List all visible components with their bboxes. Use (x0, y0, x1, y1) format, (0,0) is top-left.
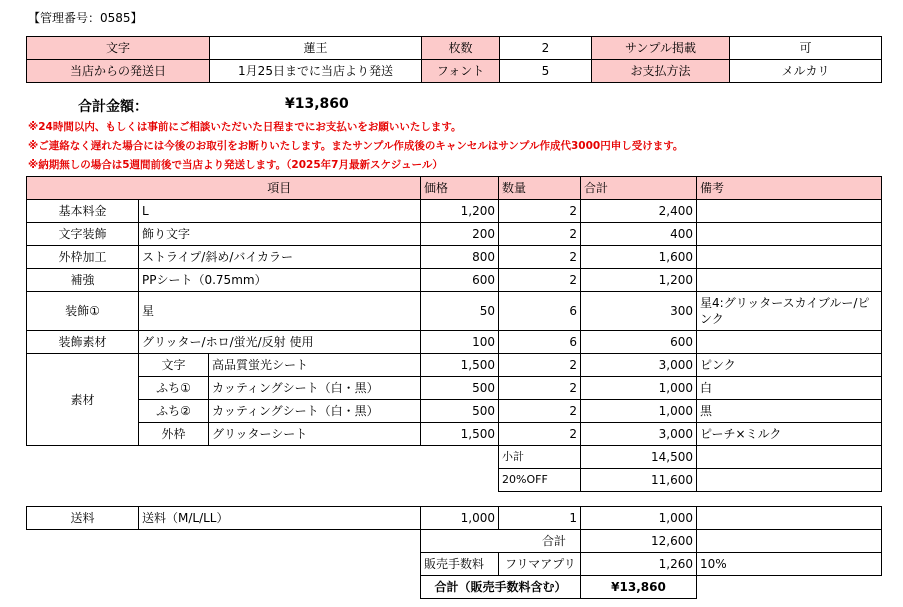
order-info-table (26, 36, 882, 83)
row-category: 装飾素材 (27, 331, 139, 354)
shipping-row (27, 507, 882, 530)
row-note (697, 269, 882, 292)
row-total: 2,400 (581, 200, 697, 223)
row-note (697, 200, 882, 223)
material-total: 1,000 (581, 377, 697, 400)
font-label: フォント (422, 60, 500, 83)
material-row (27, 400, 882, 423)
shipping-total: 1,000 (581, 507, 697, 530)
material-total: 1,000 (581, 400, 697, 423)
material-note: 白 (697, 377, 882, 400)
material-price: 500 (421, 377, 499, 400)
shipping-table (26, 506, 882, 599)
material-item: カッティングシート（白・黒） (209, 377, 421, 400)
row-qty: 6 (499, 331, 581, 354)
payment-label: お支払方法 (592, 60, 730, 83)
ship-value: 1月25日までに当店より発送 (210, 60, 422, 83)
row-total: 300 (581, 292, 697, 331)
material-item: カッティングシート（白・黒） (209, 400, 421, 423)
sample-label: サンプル掲載 (592, 37, 730, 60)
header-item: 項目 (139, 177, 421, 200)
subtotal-value: 14,500 (581, 446, 697, 469)
row-price: 800 (421, 246, 499, 269)
row-item: PPシート（0.75mm） (139, 269, 421, 292)
fee-label: 販売手数料 (421, 553, 499, 576)
header-blank (27, 177, 139, 200)
shipping-item: 送料（M/L/LL） (139, 507, 421, 530)
sum-label: 合計 (421, 530, 581, 553)
material-qty: 2 (499, 354, 581, 377)
table-row (27, 331, 882, 354)
fee-rate: 10% (697, 553, 882, 576)
note-3: ※納期無しの場合は5週間前後で当店より発送します。（2025年7月最新スケジュール） (28, 159, 443, 171)
row-price: 1,200 (421, 200, 499, 223)
row-total: 1,600 (581, 246, 697, 269)
discount-value: 11,600 (581, 469, 697, 492)
material-item: グリッターシート (209, 423, 421, 446)
management-number: 【管理番号：0585】 (28, 11, 143, 25)
header-notes: 備考 (697, 177, 882, 200)
row-note (697, 223, 882, 246)
material-sub: ふち① (139, 377, 209, 400)
shipping-qty: 1 (499, 507, 581, 530)
material-row (27, 354, 882, 377)
grand-total-row (27, 576, 882, 599)
sample-value: 可 (730, 37, 882, 60)
row-qty: 2 (499, 269, 581, 292)
table-row (27, 269, 882, 292)
row-qty: 2 (499, 246, 581, 269)
table-row (27, 246, 882, 269)
discount-row (27, 469, 882, 492)
ship-label: 当店からの発送日 (27, 60, 210, 83)
material-price: 500 (421, 400, 499, 423)
row-category: 補強 (27, 269, 139, 292)
row-category: 外枠加工 (27, 246, 139, 269)
header-total: 合計 (581, 177, 697, 200)
row-category: 文字装飾 (27, 223, 139, 246)
table-row (27, 200, 882, 223)
row-category: 装飾① (27, 292, 139, 331)
row-total: 1,200 (581, 269, 697, 292)
row-item: グリッター/ホロ/蛍光/反射 使用 (139, 331, 421, 354)
material-qty: 2 (499, 400, 581, 423)
material-note: ピンク (697, 354, 882, 377)
sum-row (27, 530, 882, 553)
row-item: 星 (139, 292, 421, 331)
material-row (27, 377, 882, 400)
row-item: 飾り文字 (139, 223, 421, 246)
note-1: ※24時間以内、もしくは事前にご相談いただいた日程までにお支払いをお願いいたします。 (28, 121, 462, 133)
items-table (26, 176, 882, 492)
material-qty: 2 (499, 423, 581, 446)
material-item: 高品質蛍光シート (209, 354, 421, 377)
total-value: ¥13,860 (285, 96, 349, 112)
row-price: 600 (421, 269, 499, 292)
material-total: 3,000 (581, 354, 697, 377)
grand-total-label: 合計（販売手数料含む） (421, 576, 581, 599)
row-price: 50 (421, 292, 499, 331)
row-total: 600 (581, 331, 697, 354)
material-category: 素材 (27, 354, 139, 446)
row-note: 星4:グリッタースカイブルー/ピンク (697, 292, 882, 331)
material-sub: 文字 (139, 354, 209, 377)
grand-total-value: ¥13,860 (581, 576, 697, 599)
subtotal-row (27, 446, 882, 469)
font-value: 5 (500, 60, 592, 83)
fee-app: フリマアプリ (499, 553, 581, 576)
fee-row (27, 553, 882, 576)
subtotal-label: 小計 (499, 446, 581, 469)
table-row (27, 223, 882, 246)
fee-value: 1,260 (581, 553, 697, 576)
moji-value: 蓮王 (210, 37, 422, 60)
material-sub: ふち② (139, 400, 209, 423)
row-qty: 2 (499, 200, 581, 223)
material-sub: 外枠 (139, 423, 209, 446)
row-price: 100 (421, 331, 499, 354)
row-category: 基本料金 (27, 200, 139, 223)
note-2: ※ご連絡なく遅れた場合には今後のお取引をお断りいたします。またサンプル作成後のキャンセルはサンプル作成代3000円申し受けます。 (28, 140, 684, 152)
moji-label: 文字 (27, 37, 210, 60)
shipping-price: 1,000 (421, 507, 499, 530)
payment-value: メルカリ (730, 60, 882, 83)
count-value: 2 (500, 37, 592, 60)
row-price: 200 (421, 223, 499, 246)
material-price: 1,500 (421, 354, 499, 377)
row-note (697, 331, 882, 354)
material-note: 黒 (697, 400, 882, 423)
total-label: 合計金額： (78, 99, 148, 115)
row-qty: 6 (499, 292, 581, 331)
material-row (27, 423, 882, 446)
row-qty: 2 (499, 223, 581, 246)
count-label: 枚数 (422, 37, 500, 60)
material-price: 1,500 (421, 423, 499, 446)
shipping-category: 送料 (27, 507, 139, 530)
row-item: ストライプ/斜め/バイカラー (139, 246, 421, 269)
row-item: L (139, 200, 421, 223)
material-qty: 2 (499, 377, 581, 400)
row-note (697, 246, 882, 269)
header-price: 価格 (421, 177, 499, 200)
table-row (27, 292, 882, 331)
material-note: ピーチ×ミルク (697, 423, 882, 446)
material-total: 3,000 (581, 423, 697, 446)
sum-value: 12,600 (581, 530, 697, 553)
header-qty: 数量 (499, 177, 581, 200)
row-total: 400 (581, 223, 697, 246)
discount-label: 20%OFF (499, 469, 581, 492)
